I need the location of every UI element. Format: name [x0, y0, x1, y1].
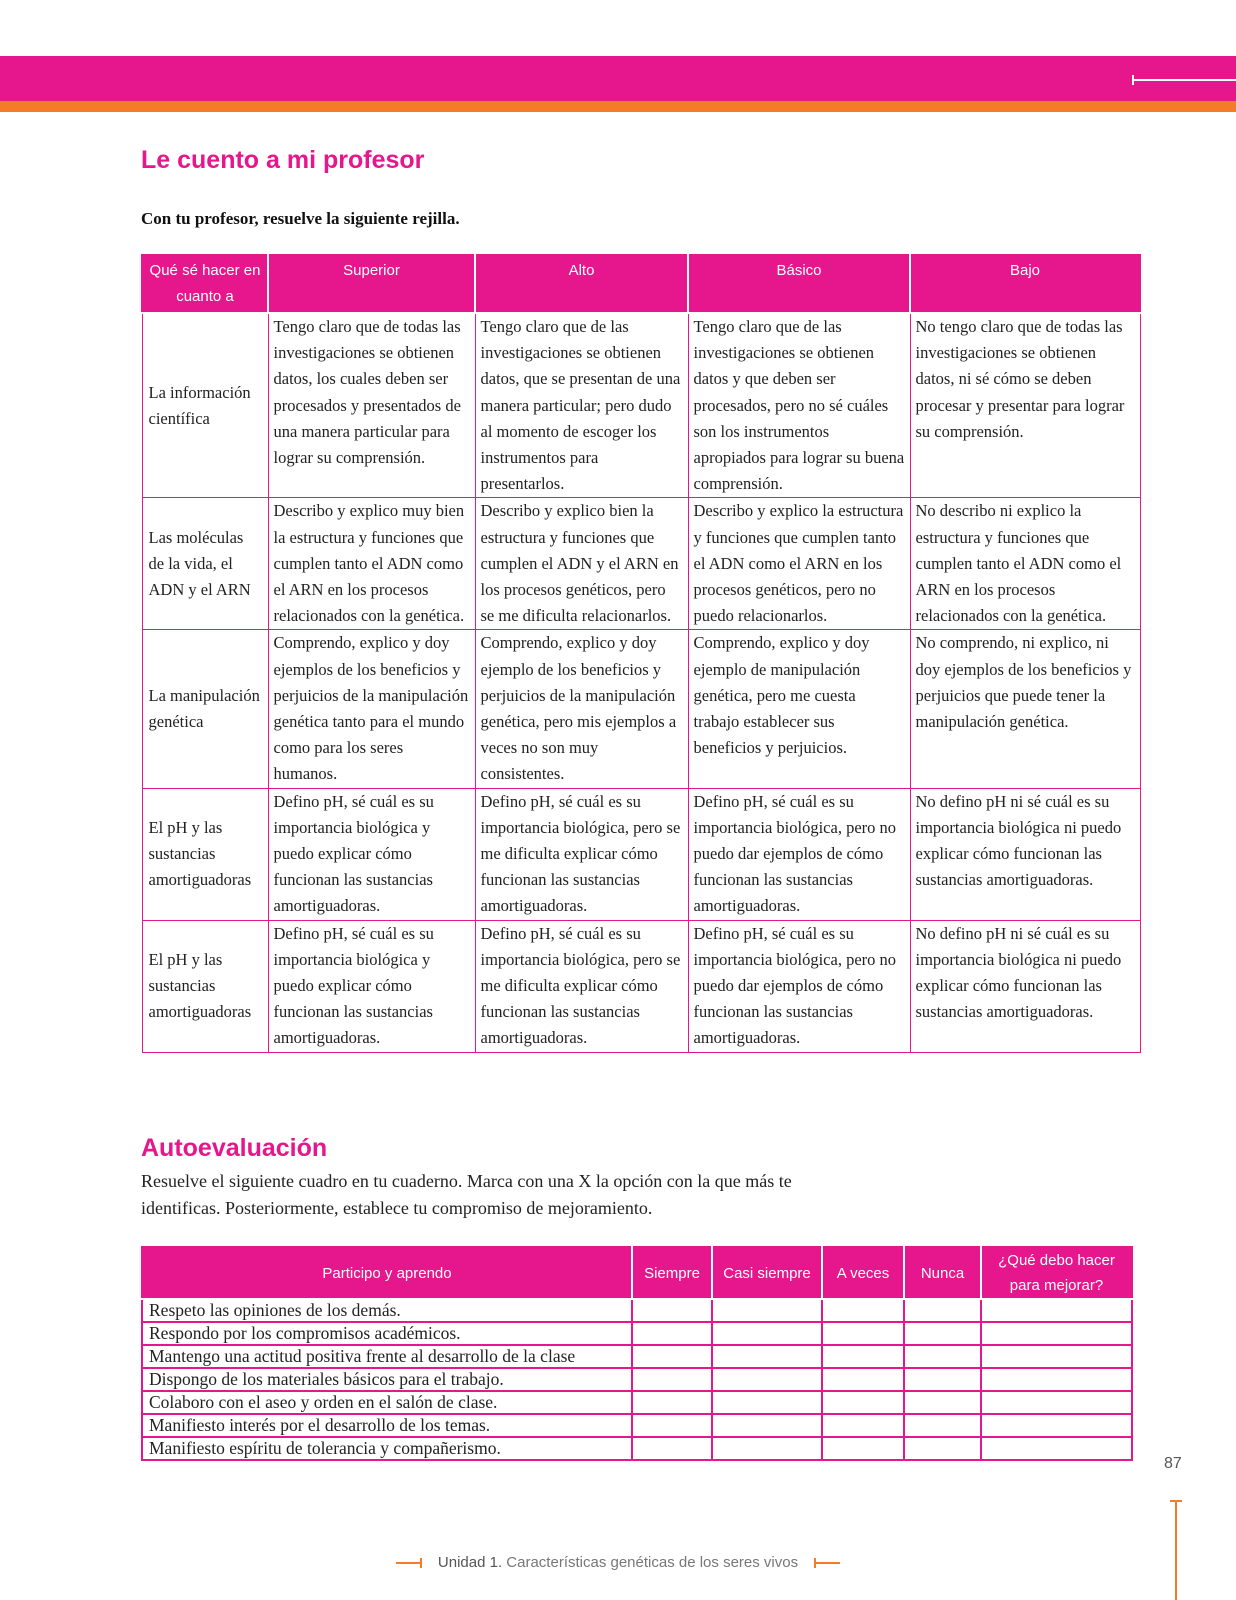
table-row [142, 1345, 1132, 1368]
table-row [142, 1414, 1132, 1437]
mark-cell[interactable] [712, 1391, 822, 1414]
self-header-row [142, 1247, 1132, 1299]
page-number: 87 [1164, 1455, 1182, 1472]
section-intro [141, 1168, 901, 1222]
rubric-cell: Defino pH, sé cuál es su importancia biológica, pero se me dificulta explicar cómo funcionan las sustancias amortiguadoras. [475, 920, 688, 1052]
header-band [0, 56, 1236, 101]
mark-cell[interactable] [712, 1414, 822, 1437]
rubric-topic-cell: La información científica [142, 313, 268, 498]
improvement-cell[interactable] [981, 1391, 1132, 1414]
mark-cell[interactable] [904, 1414, 981, 1437]
rubric-topic-cell: El pH y las sustancias amortiguadoras [142, 788, 268, 920]
mark-cell[interactable] [632, 1299, 712, 1322]
rubric-cell: Comprendo, explico y doy ejemplo de manipulación genética, pero me cuesta trabajo establecer sus beneficios y perjuicios. [688, 630, 910, 788]
mark-cell[interactable] [632, 1414, 712, 1437]
criterion-cell: Respeto las opiniones de los demás. [142, 1299, 632, 1322]
mark-cell[interactable] [822, 1437, 904, 1460]
criterion-cell: Respondo por los compromisos académicos. [142, 1322, 632, 1345]
mark-cell[interactable] [632, 1322, 712, 1345]
page-footer [0, 1554, 1236, 1571]
rubric-cell: No describo ni explico la estructura y funciones que cumplen tanto el ADN como el ARN en los procesos relacionados con la genética. [910, 498, 1140, 630]
mark-cell[interactable] [822, 1299, 904, 1322]
rubric-cell: Describo y explico muy bien la estructura y funciones que cumplen tanto el ADN como el ARN en los procesos relacionados con la genética. [268, 498, 475, 630]
rubric-cell: Describo y explico la estructura y funciones que cumplen tanto el ADN como el ARN en los procesos genéticos, pero no puedo relacionarlos. [688, 498, 910, 630]
rubric-cell: Tengo claro que de todas las investigaciones se obtienen datos, los cuales deben ser procesados y presentados de una manera particular para lograr su comprensión. [268, 313, 475, 498]
rubric-cell: Describo y explico bien la estructura y funciones que cumplen el ADN y el ARN en los procesos genéticos, pero se me dificulta relacionarlos. [475, 498, 688, 630]
self-header-mejorar: ¿Qué debo hacer para mejorar? [981, 1247, 1132, 1299]
improvement-cell[interactable] [981, 1345, 1132, 1368]
mark-cell[interactable] [632, 1368, 712, 1391]
footer-unit-title: Características genéticas de los seres vivos [506, 1554, 799, 1571]
rubric-cell: Defino pH, sé cuál es su importancia biológica, pero se me dificulta explicar cómo funcionan las sustancias amortiguadoras. [475, 788, 688, 920]
table-row [142, 788, 1140, 920]
footer-unit-label: Unidad 1. [437, 1554, 503, 1571]
mark-cell[interactable] [822, 1368, 904, 1391]
rubric-cell: No tengo claro que de todas las investigaciones se obtienen datos, ni sé cómo se deben procesar y presentar para lograr su comprensión. [910, 313, 1140, 498]
table-row [142, 1368, 1132, 1391]
self-header-siempre: Siempre [632, 1247, 712, 1299]
header-line-mark [1132, 79, 1236, 81]
footer-deco-left [396, 1562, 422, 1564]
rubric-topic-cell: Las moléculas de la vida, el ADN y el ARN [142, 498, 268, 630]
rubric-cell: Defino pH, sé cuál es su importancia biológica, pero no puedo dar ejemplos de cómo funcionan las sustancias amortiguadoras. [688, 920, 910, 1052]
table-row [142, 313, 1140, 498]
table-row [142, 1322, 1132, 1345]
table-row [142, 498, 1140, 630]
rubric-cell: No defino pH ni sé cuál es su importancia biológica ni puedo explicar cómo funcionan las sustancias amortiguadoras. [910, 920, 1140, 1052]
improvement-cell[interactable] [981, 1299, 1132, 1322]
criterion-cell: Mantengo una actitud positiva frente al desarrollo de la clase [142, 1345, 632, 1368]
mark-cell[interactable] [822, 1391, 904, 1414]
rubric-cell: Defino pH, sé cuál es su importancia biológica, pero no puedo dar ejemplos de cómo funcionan las sustancias amortiguadoras. [688, 788, 910, 920]
self-header-participo: Participo y aprendo [142, 1247, 632, 1299]
rubric-topic-cell: El pH y las sustancias amortiguadoras [142, 920, 268, 1052]
rubric-table [141, 254, 1141, 1053]
rubric-cell: No defino pH ni sé cuál es su importancia biológica ni puedo explicar cómo funcionan las sustancias amortiguadoras. [910, 788, 1140, 920]
rubric-header-row [142, 255, 1140, 313]
improvement-cell[interactable] [981, 1322, 1132, 1345]
mark-cell[interactable] [904, 1368, 981, 1391]
footer-deco-right [814, 1562, 840, 1564]
mark-cell[interactable] [712, 1322, 822, 1345]
intro-line: identificas. Posteriormente, establece tu compromiso de mejoramiento. [141, 1198, 653, 1218]
mark-cell[interactable] [822, 1414, 904, 1437]
table-row [142, 1437, 1132, 1460]
table-row [142, 1391, 1132, 1414]
rubric-topic-cell: La manipulación genética [142, 630, 268, 788]
rubric-cell: Comprendo, explico y doy ejemplo de los beneficios y perjuicios de la manipulación genética, pero mis ejemplos a veces no son muy consistentes. [475, 630, 688, 788]
mark-cell[interactable] [712, 1368, 822, 1391]
self-header-nunca: Nunca [904, 1247, 981, 1299]
header-stripe [0, 101, 1236, 112]
mark-cell[interactable] [904, 1345, 981, 1368]
rubric-cell: Comprendo, explico y doy ejemplos de los beneficios y perjuicios de la manipulación genética tanto para el mundo como para los seres humanos. [268, 630, 475, 788]
mark-cell[interactable] [712, 1437, 822, 1460]
criterion-cell: Manifiesto interés por el desarrollo de los temas. [142, 1414, 632, 1437]
mark-cell[interactable] [904, 1322, 981, 1345]
section-title-le-cuento: Le cuento a mi profesor [141, 146, 425, 174]
rubric-header-superior: Superior [268, 255, 475, 313]
mark-cell[interactable] [712, 1345, 822, 1368]
criterion-cell: Manifiesto espíritu de tolerancia y compañerismo. [142, 1437, 632, 1460]
rubric-cell: No comprendo, ni explico, ni doy ejemplos de los beneficios y perjuicios que puede tener la manipulación genética. [910, 630, 1140, 788]
mark-cell[interactable] [822, 1322, 904, 1345]
rubric-cell: Tengo claro que de las investigaciones se obtienen datos y que deben ser procesados, pero no sé cuáles son los instrumentos apropiados para lograr su buena comprensión. [688, 313, 910, 498]
self-header-casi-siempre: Casi siempre [712, 1247, 822, 1299]
improvement-cell[interactable] [981, 1414, 1132, 1437]
improvement-cell[interactable] [981, 1368, 1132, 1391]
improvement-cell[interactable] [981, 1437, 1132, 1460]
self-header-a-veces: A veces [822, 1247, 904, 1299]
section-instruction: Con tu profesor, resuelve la siguiente rejilla. [141, 209, 460, 228]
table-row [142, 630, 1140, 788]
mark-cell[interactable] [904, 1391, 981, 1414]
mark-cell[interactable] [822, 1345, 904, 1368]
mark-cell[interactable] [904, 1437, 981, 1460]
mark-cell[interactable] [632, 1345, 712, 1368]
rubric-cell: Tengo claro que de las investigaciones se obtienen datos, que se presentan de una manera particular; pero dudo al momento de escoger los instrumentos para presentarlos. [475, 313, 688, 498]
self-evaluation-table [141, 1246, 1133, 1461]
section-title-autoevaluacion: Autoevaluación [141, 1134, 328, 1162]
margin-line-mark [1175, 1500, 1177, 1600]
rubric-header-alto: Alto [475, 255, 688, 313]
criterion-cell: Dispongo de los materiales básicos para el trabajo. [142, 1368, 632, 1391]
table-row [142, 920, 1140, 1052]
mark-cell[interactable] [632, 1437, 712, 1460]
rubric-header-bajo: Bajo [910, 255, 1140, 313]
mark-cell[interactable] [632, 1391, 712, 1414]
table-row [142, 1299, 1132, 1322]
intro-line: Resuelve el siguiente cuadro en tu cuaderno. Marca con una X la opción con la que más te [141, 1171, 792, 1191]
rubric-header-topic: Qué sé hacer en cuanto a [142, 255, 268, 313]
criterion-cell: Colaboro con el aseo y orden en el salón de clase. [142, 1391, 632, 1414]
mark-cell[interactable] [712, 1299, 822, 1322]
rubric-cell: Defino pH, sé cuál es su importancia biológica y puedo explicar cómo funcionan las sustancias amortiguadoras. [268, 788, 475, 920]
mark-cell[interactable] [904, 1299, 981, 1322]
rubric-header-basico: Básico [688, 255, 910, 313]
rubric-cell: Defino pH, sé cuál es su importancia biológica y puedo explicar cómo funcionan las sustancias amortiguadoras. [268, 920, 475, 1052]
